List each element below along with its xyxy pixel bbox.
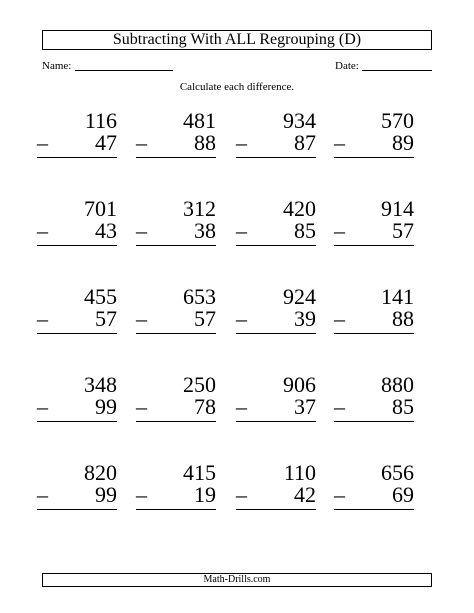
minus-sign: – — [37, 482, 48, 507]
subtrahend: 78 — [194, 394, 216, 419]
subtraction-problem — [136, 374, 216, 426]
subtrahend: 99 — [95, 482, 117, 507]
subtraction-problem — [334, 286, 414, 338]
subtraction-problem — [37, 110, 117, 162]
minus-sign: – — [334, 218, 345, 243]
minus-sign: – — [136, 482, 147, 507]
date-field-line[interactable] — [362, 70, 432, 71]
footer-credit: Math-Drills.com — [42, 573, 432, 587]
minuend: 420 — [283, 196, 316, 221]
minuend: 250 — [183, 372, 216, 397]
answer-line — [334, 509, 414, 510]
worksheet-title: Subtracting With ALL Regrouping (D) — [42, 30, 432, 50]
minuend: 701 — [84, 196, 117, 221]
subtraction-problem — [37, 286, 117, 338]
answer-line — [236, 421, 316, 422]
answer-line — [334, 421, 414, 422]
subtraction-problem — [136, 110, 216, 162]
subtrahend: 57 — [392, 218, 414, 243]
subtrahend: 19 — [194, 482, 216, 507]
subtrahend: 88 — [194, 130, 216, 155]
answer-line — [136, 509, 216, 510]
instructions: Calculate each difference. — [179, 81, 295, 93]
minus-sign: – — [236, 482, 247, 507]
minuend: 656 — [381, 460, 414, 485]
minuend: 348 — [84, 372, 117, 397]
minuend: 880 — [381, 372, 414, 397]
answer-line — [37, 333, 117, 334]
minuend: 312 — [183, 196, 216, 221]
subtrahend: 37 — [294, 394, 316, 419]
subtraction-problem — [37, 198, 117, 250]
subtraction-problem — [236, 110, 316, 162]
subtrahend: 57 — [95, 306, 117, 331]
answer-line — [37, 157, 117, 158]
answer-line — [136, 333, 216, 334]
name-label: Name: — [42, 60, 72, 72]
minuend: 481 — [183, 108, 216, 133]
subtraction-problem — [136, 198, 216, 250]
subtrahend: 39 — [294, 306, 316, 331]
minus-sign: – — [37, 394, 48, 419]
subtrahend: 85 — [294, 218, 316, 243]
minus-sign: – — [236, 130, 247, 155]
subtraction-problem — [236, 286, 316, 338]
minus-sign: – — [136, 394, 147, 419]
subtraction-problem — [136, 286, 216, 338]
answer-line — [334, 157, 414, 158]
subtrahend: 69 — [392, 482, 414, 507]
answer-line — [236, 333, 316, 334]
answer-line — [334, 333, 414, 334]
subtraction-problem — [236, 462, 316, 514]
minuend: 934 — [283, 108, 316, 133]
minuend: 924 — [283, 284, 316, 309]
minuend: 653 — [183, 284, 216, 309]
minuend: 415 — [183, 460, 216, 485]
subtrahend: 88 — [392, 306, 414, 331]
minuend: 110 — [283, 460, 316, 485]
minus-sign: – — [37, 306, 48, 331]
subtrahend: 42 — [294, 482, 316, 507]
subtrahend: 89 — [392, 130, 414, 155]
minuend: 141 — [381, 284, 414, 309]
subtrahend: 57 — [194, 306, 216, 331]
minus-sign: – — [236, 306, 247, 331]
answer-line — [37, 421, 117, 422]
minuend: 570 — [381, 108, 414, 133]
minus-sign: – — [334, 394, 345, 419]
answer-line — [37, 509, 117, 510]
subtrahend: 47 — [95, 130, 117, 155]
answer-line — [236, 245, 316, 246]
subtraction-problem — [37, 462, 117, 514]
answer-line — [334, 245, 414, 246]
date-label: Date: — [335, 60, 359, 72]
answer-line — [37, 245, 117, 246]
subtraction-problem — [236, 198, 316, 250]
answer-line — [236, 509, 316, 510]
subtrahend: 87 — [294, 130, 316, 155]
minus-sign: – — [37, 130, 48, 155]
minus-sign: – — [136, 218, 147, 243]
answer-line — [236, 157, 316, 158]
subtrahend: 38 — [194, 218, 216, 243]
minus-sign: – — [37, 218, 48, 243]
minus-sign: – — [334, 130, 345, 155]
minuend: 116 — [84, 108, 117, 133]
subtraction-problem — [236, 374, 316, 426]
answer-line — [136, 421, 216, 422]
subtrahend: 99 — [95, 394, 117, 419]
minus-sign: – — [236, 394, 247, 419]
subtrahend: 85 — [392, 394, 414, 419]
answer-line — [136, 157, 216, 158]
answer-line — [136, 245, 216, 246]
minuend: 914 — [381, 196, 414, 221]
subtraction-problem — [334, 462, 414, 514]
minus-sign: – — [136, 306, 147, 331]
subtraction-problem — [334, 110, 414, 162]
minus-sign: – — [136, 130, 147, 155]
name-field-line[interactable] — [75, 70, 173, 71]
minus-sign: – — [236, 218, 247, 243]
minus-sign: – — [334, 306, 345, 331]
subtraction-problem — [334, 374, 414, 426]
subtraction-problem — [136, 462, 216, 514]
minuend: 820 — [84, 460, 117, 485]
subtraction-problem — [334, 198, 414, 250]
subtrahend: 43 — [95, 218, 117, 243]
minus-sign: – — [334, 482, 345, 507]
minuend: 906 — [283, 372, 316, 397]
minuend: 455 — [84, 284, 117, 309]
subtraction-problem — [37, 374, 117, 426]
